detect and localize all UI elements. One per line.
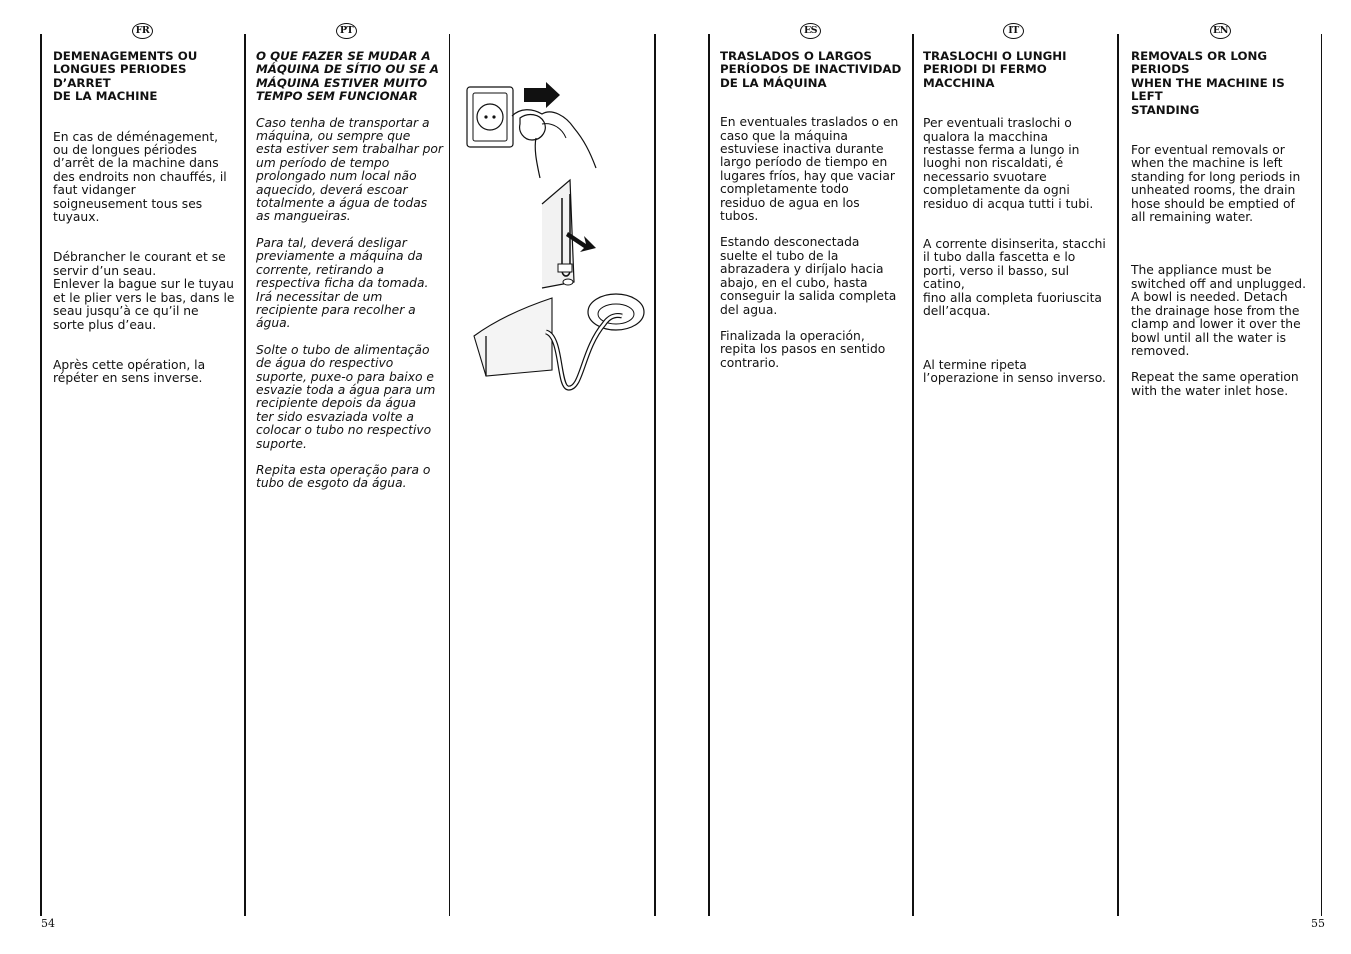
paragraph: Finalizada la operación, repita los pasos en sentido contrario.: [720, 328, 886, 370]
drain-hose-detach-icon: [540, 178, 602, 290]
french-section: [53, 50, 239, 386]
paragraph: En eventuales traslados o en caso que la máquina estuviese inactiva durante largo período de tiempo en lugares fríos, hay que vaciar completamente todo residuo de agua en los tubos.: [720, 115, 899, 224]
language-badge-pt: PT: [336, 23, 357, 39]
paragraph: Caso tenha de transportar a máquina, ou sempre que esta estiver sem trabalhar por um período de tempo prolongado num local não aquecido, deverá escoar totalmente a água de todas as mangueiras.: [256, 115, 443, 224]
italian-section: [923, 50, 1111, 385]
section-title: REMOVALS OR LONG PERIODS WHEN THE MACHINE IS LEFT STANDING: [1131, 49, 1285, 117]
paragraph: The appliance must be switched off and unplugged. A bowl is needed. Detach the drainage hose from the clamp and lower it over the bowl until all the water is removed.: [1131, 263, 1306, 358]
paragraph: Per eventuali traslochi o qualora la macchina restasse ferma a lungo in luoghi non riscaldati, é necessario svuotare completamente da ogni residuo di acqua tutti i tubi.: [923, 116, 1094, 211]
paragraph: A corrente disinserita, stacchi il tubo dalla fascetta e lo porti, verso il basso, sul catino, fino alla completa fuoriuscita dell’acqua.: [923, 237, 1106, 319]
paragraph: Solte o tubo de alimentação de água do respectivo suporte, puxe-o para baixo e esvazie toda a água para um recipiente depois da água ter sido esvaziada volte a colocar o tubo no respectivo suporte.: [256, 342, 436, 451]
language-badge-it: IT: [1003, 23, 1024, 39]
section-title: TRASLADOS O LARGOS PERÍODOS DE INACTIVIDAD DE LA MÁQUINA: [720, 49, 902, 90]
column-rule: [244, 34, 246, 916]
language-badge-fr: FR: [132, 23, 153, 39]
page-number-left: 54: [41, 917, 55, 930]
portuguese-section: [256, 50, 444, 491]
paragraph: Estando desconectada suelte el tubo de la abrazadera y diríjalo hacia abajo, en el cubo, hasta conseguir la salida completa del agua.: [720, 235, 897, 317]
wall-socket-unplug-icon: [462, 78, 602, 180]
language-badge-en: EN: [1210, 23, 1231, 39]
column-rule: [708, 34, 710, 916]
paragraph: Para tal, deverá desligar previamente a máquina da corrente, retirando a respectiva ficha da tomada. Irá necessitar de um recipiente para recolher a água.: [256, 235, 429, 331]
column-rule: [654, 34, 656, 916]
column-rule: [912, 34, 914, 916]
section-title: DEMENAGEMENTS OU LONGUES PERIODES D’ARRET DE LA MACHINE: [53, 49, 198, 104]
hose-into-bowl-icon: [466, 290, 646, 392]
paragraph: En cas de déménagement, ou de longues périodes d’arrêt de la machine dans des endroits non chauffés, il faut vidanger soigneusement tous ses tuyaux.: [53, 129, 227, 225]
paragraph: Après cette opération, la répéter en sens inverse.: [53, 357, 206, 386]
language-badge-es: ES: [800, 23, 821, 39]
spanish-section: [720, 50, 906, 370]
section-title: O QUE FAZER SE MUDAR A MÁQUINA DE SÍTIO OU SE A MÁQUINA ESTIVER MUITO TEMPO SEM FUNCIONAR: [256, 49, 439, 104]
column-rule: [1321, 34, 1322, 916]
column-rule: [40, 34, 42, 916]
column-rule: [1117, 34, 1119, 916]
page-number-right: 55: [1311, 917, 1325, 930]
paragraph: For eventual removals or when the machine is left standing for long periods in unheated rooms, the drain hose should be emptied of all remaining water.: [1131, 143, 1301, 225]
paragraph: Al termine ripeta l’operazione in senso inverso.: [923, 357, 1106, 385]
english-section: [1131, 50, 1317, 398]
column-rule: [449, 34, 450, 916]
section-title: TRASLOCHI O LUNGHI PERIODI DI FERMO MACCHINA: [923, 49, 1067, 90]
paragraph: Repeat the same operation with the water inlet hose.: [1131, 370, 1299, 398]
paragraph: Débrancher le courant et se servir d’un seau. Enlever la bague sur le tuyau et le plier vers le bas, dans le seau jusqu’à ce qu’il ne sorte plus d’eau.: [53, 250, 235, 332]
paragraph: Repita esta operação para o tubo de esgoto da água.: [256, 462, 431, 491]
